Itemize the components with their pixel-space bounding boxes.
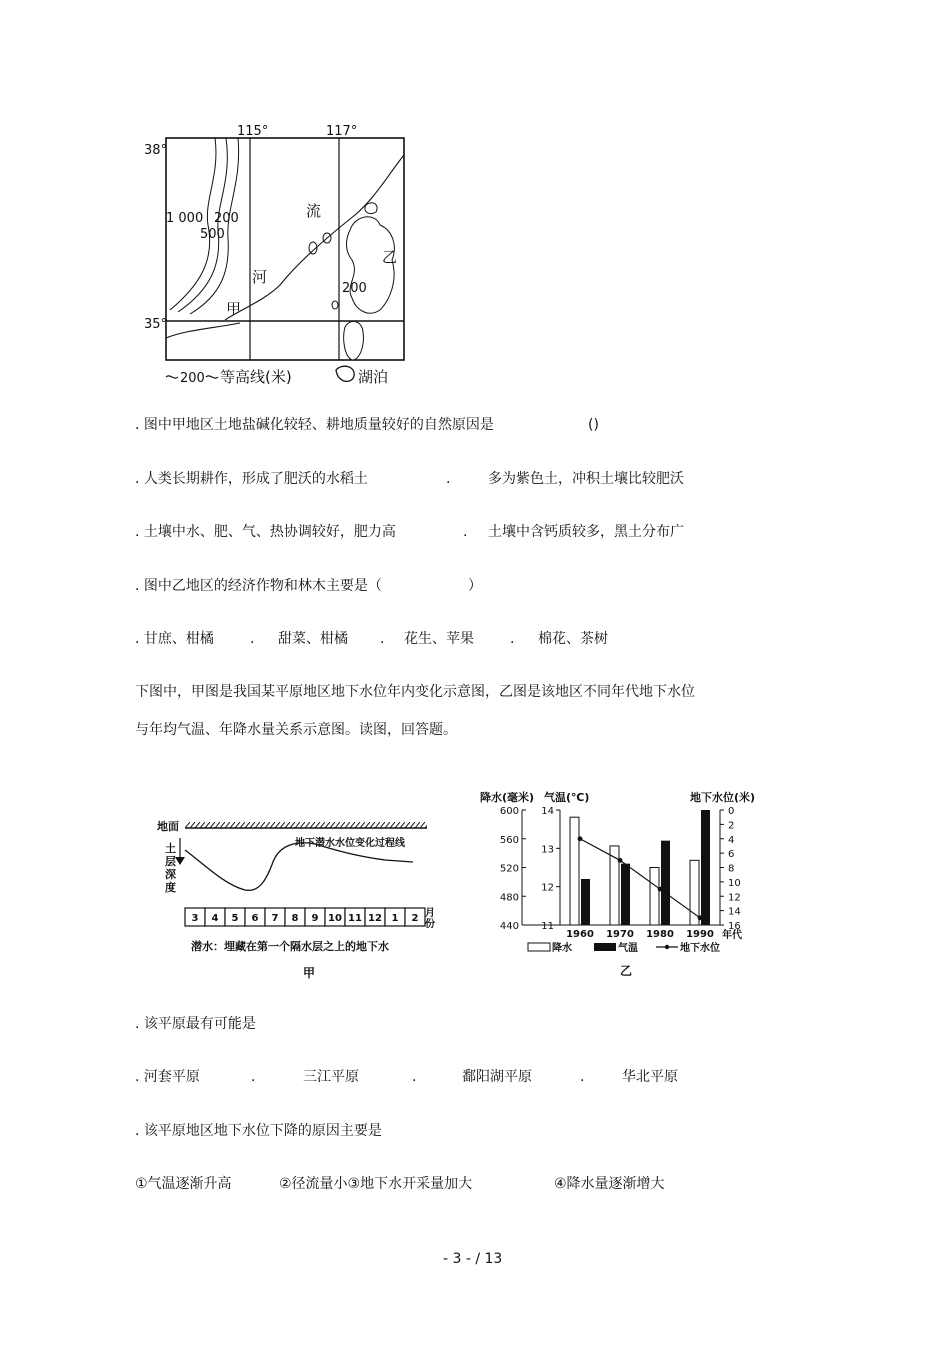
depth-label-2: 层 — [165, 855, 176, 868]
q4-option-2-3: ②径流量小③地下水开采量加大 — [279, 1176, 473, 1192]
legend-lake-icon — [336, 366, 354, 381]
month-unit-1: 月 — [425, 908, 435, 919]
water-level-curve — [185, 843, 413, 891]
water-level-point — [698, 915, 703, 920]
water-level-point — [618, 858, 623, 863]
q2-option-c: 花生、苹果 — [404, 631, 474, 647]
legend-precip-swatch — [528, 943, 550, 951]
temp-tick-label: 12 — [541, 882, 554, 894]
legend-contour-icon — [166, 376, 178, 378]
precip-tick-label: 440 — [499, 921, 519, 932]
legend-water-dot — [665, 945, 669, 949]
water-tick-label: 10 — [728, 877, 741, 889]
temp-bar — [621, 864, 630, 925]
chart-xlabels — [566, 929, 714, 940]
lake-1 — [344, 321, 364, 360]
precip-tick-label: 480 — [499, 892, 519, 904]
water-level-point — [578, 836, 583, 841]
chart-line — [578, 836, 703, 920]
depth-label-1: 土 — [165, 842, 176, 855]
x-tick-label: 1970 — [606, 929, 634, 940]
precip-tick-label: 600 — [499, 806, 519, 817]
q1-option-d: 土壤中含钙质较多，黑土分布广 — [488, 524, 684, 540]
water-tick-label: 2 — [728, 820, 735, 832]
water-tick-label: 8 — [728, 863, 735, 875]
hill-small — [365, 203, 377, 214]
q3-stem: . 该平原最有可能是 — [135, 1016, 256, 1032]
q1-option-d-dot: . — [463, 524, 468, 540]
legend-precip: 降水 — [552, 943, 572, 954]
q4-option-4: ④降水量逐渐增大 — [554, 1176, 665, 1192]
chart-caption: 乙 — [620, 964, 633, 978]
lake-4 — [332, 301, 338, 309]
temp-bar — [701, 810, 710, 925]
contour-label-1000: 1 000 — [166, 211, 204, 226]
temp-bar — [661, 841, 670, 925]
q1-stem: . 图中甲地区土地盐碱化较轻、耕地质量较好的自然原因是 — [135, 417, 494, 433]
q2-option-d-dot: . — [510, 631, 515, 647]
month-label: 4 — [211, 913, 219, 924]
water-level-point — [658, 887, 663, 892]
water-tick-label: 12 — [728, 892, 741, 904]
q3-option-c: 鄱阳湖平原 — [462, 1069, 532, 1085]
x-tick-label: 1990 — [686, 929, 714, 940]
q2-option-b: 甜菜、柑橘 — [278, 631, 348, 647]
q3-option-c-dot: . — [412, 1069, 417, 1085]
precip-tick-label: 560 — [499, 834, 519, 846]
contour-label-200-right: 200 — [342, 281, 367, 296]
temp-tick-label: 14 — [541, 806, 554, 817]
month-unit-2: 份 — [425, 919, 435, 930]
chart-yi — [478, 785, 778, 985]
month-label: 12 — [368, 913, 382, 924]
q1-option-c: . 土壤中水、肥、气、热协调较好，肥力高 — [135, 524, 396, 540]
label-he: 河 — [252, 268, 268, 286]
coast-line — [166, 323, 240, 338]
depth-arrow-icon — [175, 857, 185, 865]
q2-stem-close: ） — [468, 578, 482, 594]
curve-label: 地下潜水水位变化过程线 — [295, 838, 405, 849]
month-label: 6 — [251, 913, 259, 924]
q2-stem: . 图中乙地区的经济作物和林木主要是（ — [135, 578, 382, 594]
legend-lake-label: 湖泊 — [358, 368, 389, 386]
label-liu: 流 — [306, 202, 322, 220]
legend-contour-icon-2 — [206, 376, 218, 378]
water-tick-label: 4 — [728, 834, 735, 846]
ground-label: 地面 — [157, 820, 179, 833]
month-label: 9 — [311, 913, 319, 924]
q2-option-c-dot: . — [380, 631, 385, 647]
label-jia: 甲 — [226, 300, 242, 318]
lon-label-115: 115° — [237, 124, 269, 139]
q3-option-b: 三江平原 — [303, 1069, 359, 1085]
month-label: 3 — [191, 913, 199, 924]
contour-label-200-left: 200 — [214, 211, 239, 226]
fig-jia-caption: 甲 — [303, 966, 316, 980]
legend-contour-value: 200 — [180, 371, 205, 386]
precip-bar — [570, 817, 579, 925]
q1-bracket: () — [588, 417, 599, 433]
month-label: 10 — [328, 913, 342, 924]
x-unit-label: 年代 — [722, 930, 742, 941]
month-row — [185, 908, 425, 926]
lat-label-38: 38° — [144, 143, 168, 158]
month-label: 2 — [411, 913, 419, 924]
label-yi: 乙 — [382, 248, 398, 266]
temp-tick-label: 11 — [541, 921, 554, 932]
figure-jia — [155, 810, 445, 985]
axis-title-temp: 气温(℃) — [544, 791, 590, 804]
precip-bar — [690, 860, 699, 925]
q1-option-b-dot: . — [446, 471, 451, 487]
temp-bar — [581, 879, 590, 925]
q4-option-1: ①气温逐渐升高 — [135, 1176, 232, 1192]
water-tick-label: 0 — [728, 806, 735, 817]
q1-option-a: . 人类长期耕作，形成了肥沃的水稻土 — [135, 471, 368, 487]
water-tick-label: 6 — [728, 849, 735, 861]
axis-title-precip: 降水(毫米) — [480, 791, 535, 804]
river-line — [225, 155, 404, 320]
month-label: 1 — [391, 913, 399, 924]
q3-option-d-dot: . — [580, 1069, 585, 1085]
q1-option-b: 多为紫色土，冲积土壤比较肥沃 — [488, 471, 684, 487]
month-label: 7 — [271, 913, 279, 924]
legend-temp: 气温 — [618, 943, 638, 954]
fig-jia-note: 潜水：埋藏在第一个隔水层之上的地下水 — [191, 940, 389, 953]
precip-tick-label: 520 — [499, 863, 519, 875]
axis-title-water: 地下水位(米) — [690, 791, 756, 804]
q3-option-b-dot: . — [251, 1069, 256, 1085]
water-level-line — [580, 839, 700, 918]
depth-label-3: 深 — [165, 868, 176, 881]
x-tick-label: 1960 — [566, 929, 594, 940]
q3-option-d: 华北平原 — [622, 1069, 678, 1085]
q2-option-a: . 甘庶、柑橘 — [135, 631, 214, 647]
topographic-map — [130, 120, 430, 390]
q3-option-a: . 河套平原 — [135, 1069, 200, 1085]
q2-option-d: 棉花、茶树 — [538, 631, 608, 647]
lon-label-117: 117° — [326, 124, 358, 139]
chart-bars — [570, 810, 710, 925]
q4-stem: . 该平原地区地下水位下降的原因主要是 — [135, 1123, 382, 1139]
contour-label-500: 500 — [200, 227, 225, 242]
month-label: 11 — [348, 913, 362, 924]
page-number: - 3 - / 13 — [443, 1251, 503, 1267]
x-tick-label: 1980 — [646, 929, 674, 940]
lat-label-35: 35° — [144, 317, 168, 332]
water-tick-label: 14 — [728, 906, 741, 918]
contour-200-left — [190, 138, 239, 314]
intro-line-1: 下图中，甲图是我国某平原地区地下水位年内变化示意图，乙图是该地区不同年代地下水位 — [135, 684, 695, 700]
month-label: 5 — [231, 913, 239, 924]
water-tick-label: 16 — [728, 921, 741, 932]
ground-hatch — [185, 822, 427, 828]
temp-tick-label: 13 — [541, 844, 554, 856]
intro-line-2: 与年均气温、年降水量关系示意图。读图，回答题。 — [135, 722, 457, 738]
q2-option-b-dot: . — [250, 631, 255, 647]
map-frame — [166, 138, 404, 360]
depth-label-4: 度 — [165, 881, 176, 894]
month-label: 8 — [291, 913, 299, 924]
legend-temp-swatch — [594, 943, 616, 951]
precip-bar — [650, 868, 659, 926]
legend-water: 地下水位 — [680, 943, 720, 954]
legend-contour-label: 等高线(米) — [220, 368, 292, 386]
